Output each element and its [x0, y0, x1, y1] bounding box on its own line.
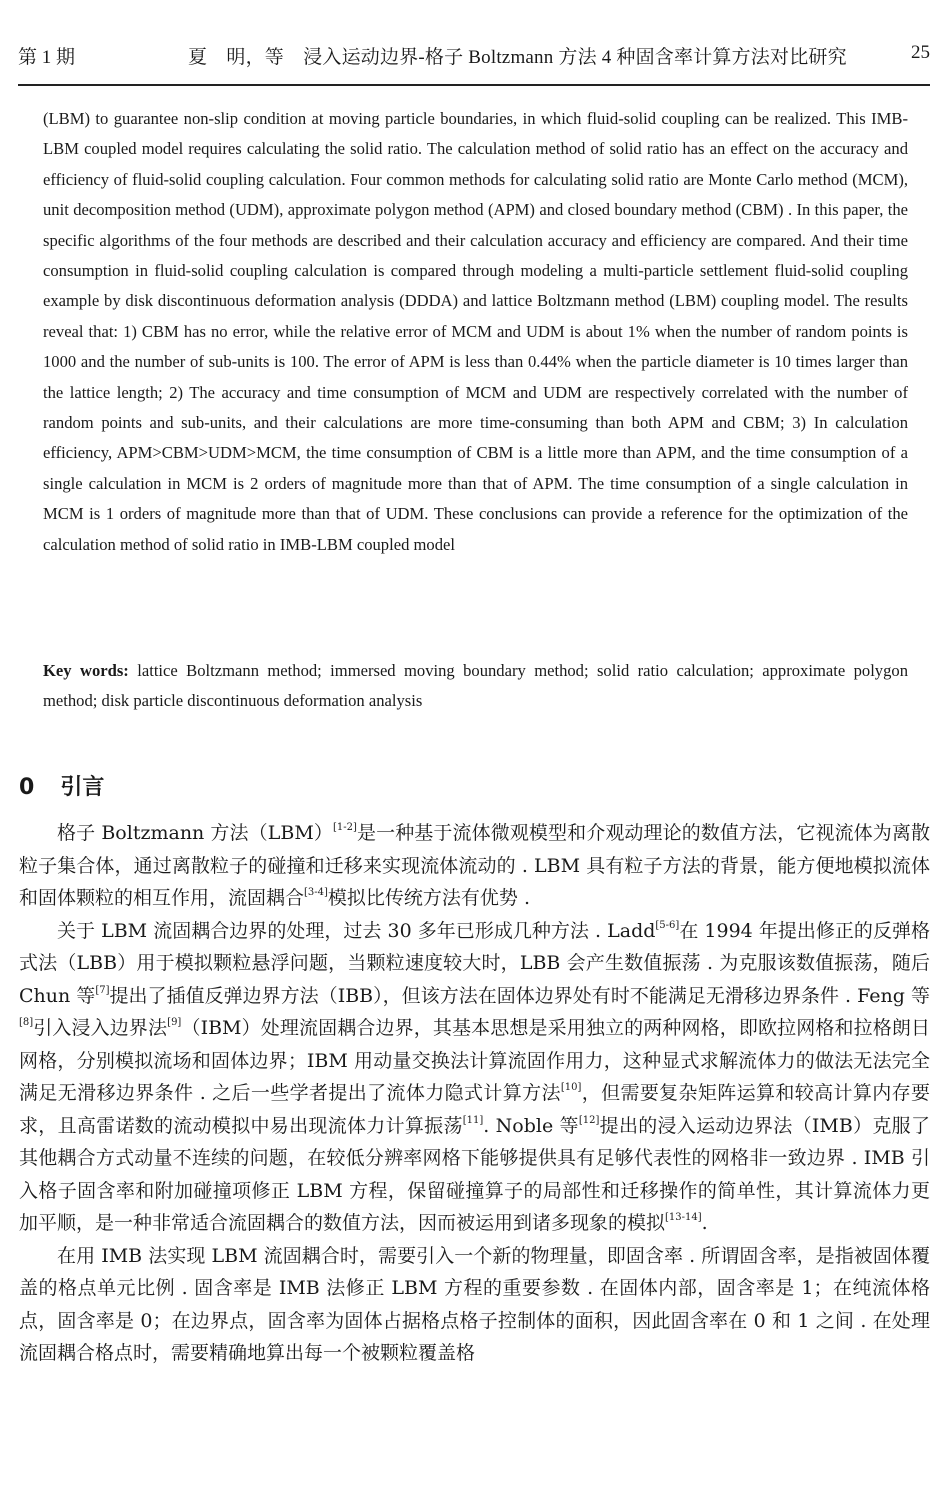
body-text	[19, 817, 930, 1370]
citation: [13-14]	[665, 1212, 702, 1223]
text-run: 在 1994 年提出修正的反弹格式法（LBB）用于模拟颗粒悬浮问题，当颗粒速度较大时，LBB 会产生数值振荡 . 为克服该数值振荡，随后 Chun 等	[19, 919, 930, 1007]
header-rule	[18, 84, 930, 86]
text-run: . Noble 等	[483, 1114, 579, 1137]
citation: [12]	[578, 1114, 600, 1126]
keywords-label: Key words:	[43, 661, 129, 680]
text-run: 是一种基于流体微观模型和介观动理论的数值方法，它视流体为离散粒子集合体，通过离散粒子的碰撞和迁移来实现流体流动的 . LBM 具有粒子方法的背景，能方便地模拟流体和固体颗粒的相互作用，流固耦合	[19, 822, 930, 909]
text-run: 关于 LBM 流固耦合边界的处理，过去 30 多年已形成几种方法 . Ladd	[57, 919, 656, 942]
text-run: 引入浸入边界法	[33, 1017, 168, 1039]
citation: [1-2]	[332, 822, 357, 833]
text-run: .	[701, 1212, 708, 1234]
text-run: ，但需要复杂矩阵运算和较高计算内存要求，且高雷诺数的流动模拟中易出现流体力计算振荡	[19, 1082, 930, 1137]
section-heading	[19, 770, 104, 801]
text-run: （IBM）处理流固耦合边界，其基本思想是采用独立的两种网格，即欧拉网格和拉格朗日网格，分别模拟流场和固体边界；IBM 用动量交换法计算流固作用力，这种显式求解流体力的做法无法完全满足无滑移边界条件 . 之后一些学者提出了流体力隐式计算方法	[19, 1017, 930, 1104]
text-run: 提出的浸入运动边界法（IMB）克服了其他耦合方式动量不连续的问题，在较低分辨率网格下能够提供具有足够代表性的网格非一致边界 . IMB 引入格子固含率和附加碰撞项修正 LBM 方程，保留碰撞算子的局部性和迁移操作的简单性，其计算流体力更加平顺，是一种非常适合流固耦合的数值方法，因而被运用到诸多现象的模拟	[19, 1114, 930, 1234]
citation: [3-4]	[304, 887, 328, 898]
text-run: 模拟比传统方法有优势 .	[327, 887, 531, 909]
citation: [11]	[462, 1114, 484, 1126]
issue-number: 第 1 期	[18, 47, 76, 68]
citation: [10]	[560, 1082, 582, 1093]
paragraph	[19, 817, 930, 915]
text-run: 在用 IMB 法实现 LBM 流固耦合时，需要引入一个新的物理量，即固含率 . 所谓固含率，是指被固体覆盖的格点单元比例 . 固含率是 IMB 法修正 LBM 方程的重要参数 . 在固体内部，固含率是 1；在纯流体格点，固含率是 0；在边界点，固含率为固体占据格点格子控制体的面积，因此固含率在 0 和 1 之间 . 在处理流固耦合格点时，需要精确地算出每一个被颗粒覆盖格	[19, 1244, 930, 1364]
citation: [5-6]	[655, 919, 680, 931]
abstract-text: (LBM) to guarantee non-slip condition at moving particle boundaries, in which fluid-solid coupling can be realized. This IMB-LBM coupled model requires calculating the solid ratio. The calculation method of solid ratio has an effect on the accuracy and efficiency of fluid-solid coupling calculation. Four common methods for calculating solid ratio are Monte Carlo method (MCM), unit decomposition method (UDM), approximate polygon method (APM) and closed boundary method (CBM) . In this paper, the specific algorithms of the four methods are described and their calculation accuracy and efficiency are compared. And their time consumption in fluid-solid coupling calculation is compared through modeling a multi-particle settlement fluid-solid coupling example by disk discontinuous deformation analysis (DDDA) and lattice Boltzmann method (LBM) coupling model. The results reveal that: 1) CBM has no error, while the relative error of MCM and UDM is about 1% when the number of random points is 1000 and the number of sub-units is 100. The error of APM is less than 0.44% when the particle diameter is 10 times larger than the lattice length; 2) The accuracy and time consumption of MCM and UDM are respectively correlated with the number of random points and sub-units, and their calculations are more time-consuming than both APM and CBM; 3) In calculation efficiency, APM>CBM>UDM>MCM, the time consumption of CBM is a little more than APM, and the time consumption of a single calculation in MCM is 2 orders of magnitude more than that of APM. The time consumption of a single calculation in MCM is 1 orders of magnitude more than that of UDM. These conclusions can provide a reference for the optimization of the calculation method of solid ratio in IMB-LBM coupled model	[43, 109, 908, 554]
running-header	[18, 16, 930, 68]
running-title: 夏 明，等 浸入运动边界-格子 Boltzmann 方法 4 种固含率计算方法对比研究	[188, 47, 847, 68]
paragraph	[19, 1240, 930, 1370]
citation: [7]	[95, 984, 110, 996]
text-run: 提出了插值反弹边界方法（IBB），但该方法在固体边界处有时不能满足无滑移边界条件 . Feng 等	[109, 984, 930, 1007]
citation: [9]	[167, 1017, 182, 1028]
section-number: 0	[19, 775, 35, 800]
paragraph	[19, 915, 930, 1240]
page-number: 25	[911, 42, 930, 63]
keywords	[43, 656, 908, 717]
abstract-continuation	[43, 104, 908, 560]
keywords-text: lattice Boltzmann method; immersed moving boundary method; solid ratio calculation; approximate polygon method; disk particle discontinuous deformation analysis	[43, 661, 908, 711]
text-run: 格子 Boltzmann 方法（LBM）	[57, 822, 333, 844]
section-title: 引言	[60, 775, 105, 800]
citation: [8]	[19, 1017, 34, 1028]
